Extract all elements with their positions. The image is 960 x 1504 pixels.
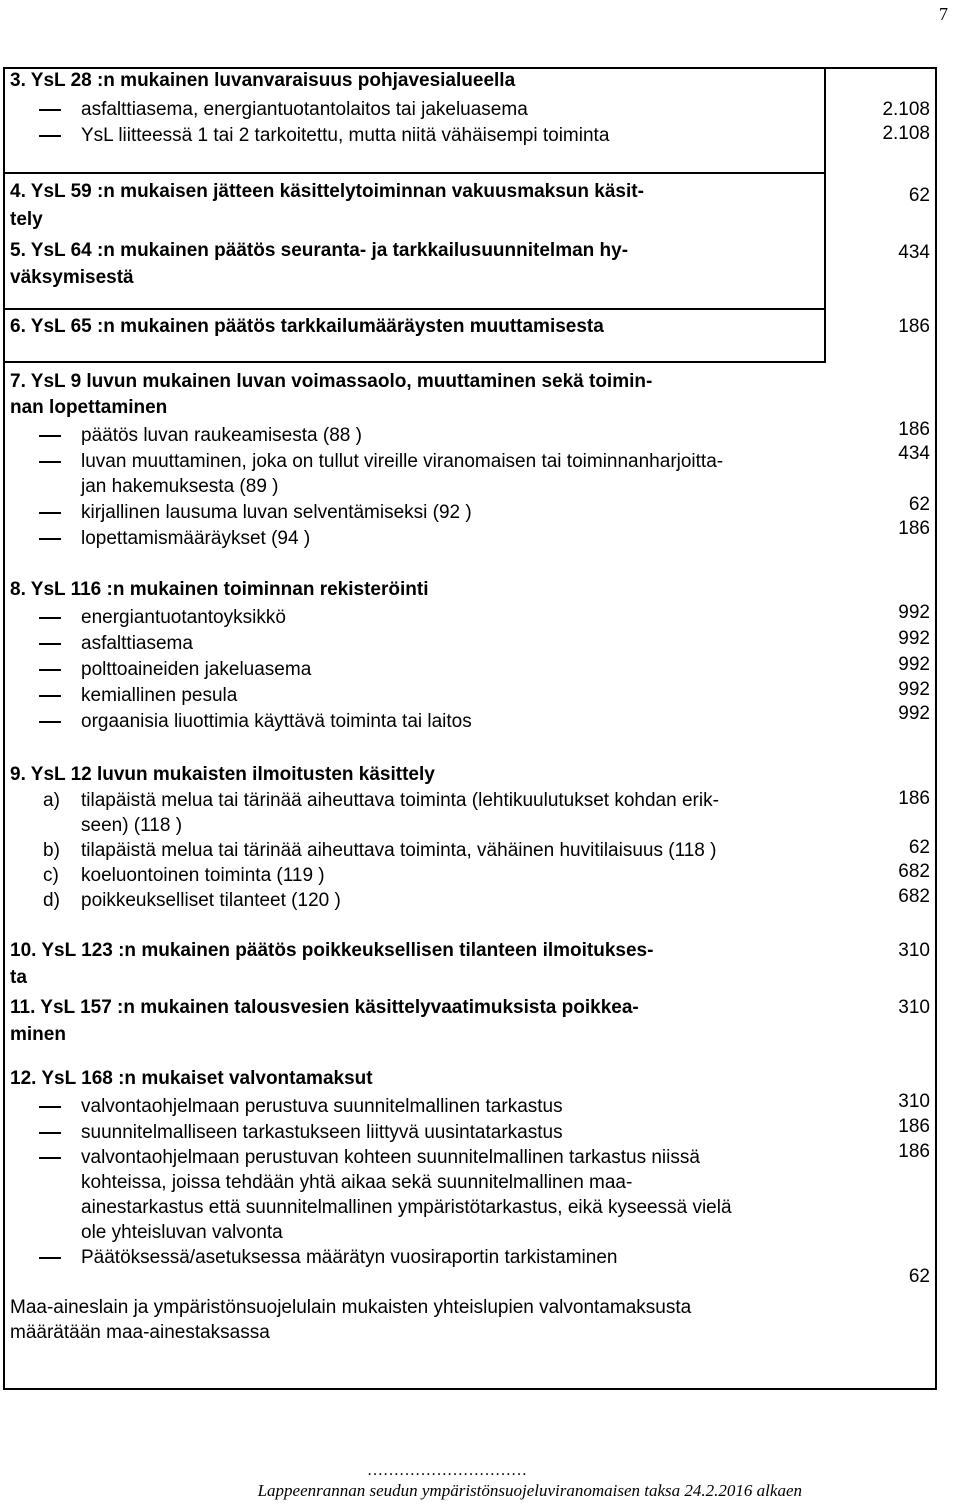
fee-value: 62 bbox=[908, 1266, 930, 1287]
fee-value: 992 bbox=[898, 602, 930, 623]
dash-bullet bbox=[39, 538, 61, 540]
section-8-heading: 8. YsL 116 :n mukainen toiminnan rekisteröinti bbox=[10, 579, 429, 600]
fee-value: 682 bbox=[898, 861, 930, 882]
list-item: päätös luvan raukeamisesta (88 ) bbox=[81, 425, 362, 446]
dash-bullet bbox=[39, 721, 61, 723]
fee-value: 62 bbox=[908, 837, 930, 858]
list-item: suunnitelmalliseen tarkastukseen liittyvä uusintatarkastus bbox=[81, 1122, 563, 1143]
list-label: b) bbox=[43, 840, 60, 861]
fee-value: 992 bbox=[898, 679, 930, 700]
list-item: valvontaohjelmaan perustuvan kohteen suunnitelmallinen tarkastus niissä bbox=[81, 1147, 700, 1168]
fee-value: 310 bbox=[898, 1091, 930, 1112]
section-12-heading: 12. YsL 168 :n mukaiset valvontamaksut bbox=[10, 1068, 373, 1089]
dash-bullet bbox=[39, 135, 61, 137]
list-item-cont: kohteissa, joissa tehdään yhtä aikaa sekä suunnitelmallinen maa- bbox=[81, 1172, 633, 1193]
row-divider bbox=[3, 361, 826, 363]
list-label: d) bbox=[43, 890, 60, 911]
fee-value: 186 bbox=[898, 518, 930, 539]
fee-value: 434 bbox=[898, 443, 930, 464]
section-9-heading: 9. YsL 12 luvun mukaisten ilmoitusten käsittely bbox=[10, 764, 435, 785]
list-item: asfalttiasema bbox=[81, 633, 193, 654]
dash-bullet bbox=[39, 1257, 61, 1259]
fee-value: 2.108 bbox=[882, 99, 930, 120]
list-item: koeluontoinen toiminta (119 ) bbox=[81, 865, 325, 886]
dash-bullet bbox=[39, 643, 61, 645]
column-divider bbox=[824, 67, 826, 363]
fee-value: 186 bbox=[898, 316, 930, 337]
list-label: a) bbox=[43, 790, 60, 811]
fee-value: 682 bbox=[898, 886, 930, 907]
dash-bullet bbox=[39, 1157, 61, 1159]
list-item-cont: ainestarkastus että suunnitelmallinen ympäristötarkastus, eikä kyseessä vielä bbox=[81, 1197, 732, 1218]
list-label: c) bbox=[43, 865, 59, 886]
fee-value: 310 bbox=[898, 940, 930, 961]
dash-bullet bbox=[39, 1106, 61, 1108]
footer-text: Lappeenrannan seudun ympäristönsuojeluviranomaisen taksa 24.2.2016 alkaen bbox=[257, 1481, 802, 1500]
list-item: valvontaohjelmaan perustuva suunnitelmallinen tarkastus bbox=[81, 1096, 563, 1117]
fee-value: 992 bbox=[898, 628, 930, 649]
note-text-cont: määrätään maa-ainestaksassa bbox=[10, 1322, 270, 1343]
dash-bullet bbox=[39, 669, 61, 671]
fee-value: 992 bbox=[898, 703, 930, 724]
list-item: Päätöksessä/asetuksessa määrätyn vuosiraportin tarkistaminen bbox=[81, 1247, 618, 1268]
list-item: kemiallinen pesula bbox=[81, 685, 238, 706]
list-item: lopettamismääräykset (94 ) bbox=[81, 528, 311, 549]
section-7-heading: 7. YsL 9 luvun mukainen luvan voimassaolo, muuttaminen sekä toimin- bbox=[10, 371, 653, 392]
fee-value: 186 bbox=[898, 419, 930, 440]
fee-value: 186 bbox=[898, 1141, 930, 1162]
dash-bullet bbox=[39, 109, 61, 111]
fee-value: 62 bbox=[908, 185, 930, 206]
fee-value: 62 bbox=[908, 494, 930, 515]
list-item: tilapäistä melua tai tärinää aiheuttava toiminta, vähäinen huvitilaisuus (118 ) bbox=[81, 840, 717, 861]
section-11-heading: 11. YsL 157 :n mukainen talousvesien käsittelyvaatimuksista poikkea- bbox=[10, 997, 639, 1018]
list-item: YsL liitteessä 1 tai 2 tarkoitettu, mutta niitä vähäisempi toiminta bbox=[81, 125, 610, 146]
section-5-heading-cont: väksymisestä bbox=[10, 267, 134, 288]
list-item: kirjallinen lausuma luvan selventämiseksi (92 ) bbox=[81, 502, 472, 523]
fee-value: 186 bbox=[898, 1116, 930, 1137]
list-item-cont: jan hakemuksesta (89 ) bbox=[81, 476, 279, 497]
section-7-heading-cont: nan lopettaminen bbox=[10, 397, 168, 418]
list-item-cont: ole yhteisluvan valvonta bbox=[81, 1222, 283, 1243]
section-11-heading-cont: minen bbox=[10, 1024, 66, 1045]
list-item: tilapäistä melua tai tärinää aiheuttava toiminta (lehtikuulutukset kohdan erik- bbox=[81, 790, 719, 811]
section-3-heading: 3. YsL 28 :n mukainen luvanvaraisuus pohjavesialueella bbox=[10, 70, 516, 91]
section-4-heading: 4. YsL 59 :n mukaisen jätteen käsittelytoiminnan vakuusmaksun käsit- bbox=[10, 181, 644, 202]
fee-value: 434 bbox=[898, 242, 930, 263]
dash-bullet bbox=[39, 617, 61, 619]
dash-bullet bbox=[39, 435, 61, 437]
section-5-heading: 5. YsL 64 :n mukainen päätös seuranta- ja tarkkailusuunnitelman hy- bbox=[10, 240, 629, 261]
row-divider bbox=[3, 308, 826, 310]
list-item: asfalttiasema, energiantuotantolaitos tai jakeluasema bbox=[81, 99, 528, 120]
page-number: 7 bbox=[939, 4, 948, 24]
dash-bullet bbox=[39, 512, 61, 514]
section-4-heading-cont: tely bbox=[10, 209, 43, 230]
list-item: poikkeukselliset tilanteet (120 ) bbox=[81, 890, 341, 911]
row-divider bbox=[3, 172, 826, 174]
section-6-heading: 6. YsL 65 :n mukainen päätös tarkkailumääräysten muuttamisesta bbox=[10, 316, 604, 337]
section-10-heading-cont: ta bbox=[10, 967, 27, 988]
footer-dots: ………………………… bbox=[367, 1462, 527, 1479]
list-item: polttoaineiden jakeluasema bbox=[81, 659, 312, 680]
list-item: energiantuotantoyksikkö bbox=[81, 607, 286, 628]
section-10-heading: 10. YsL 123 :n mukainen päätös poikkeuksellisen tilanteen ilmoitukses- bbox=[10, 940, 654, 961]
note-text: Maa-aineslain ja ympäristönsuojelulain mukaisten yhteislupien valvontamaksusta bbox=[10, 1297, 692, 1318]
fee-value: 310 bbox=[898, 997, 930, 1018]
fee-value: 992 bbox=[898, 654, 930, 675]
list-item-cont: seen) (118 ) bbox=[81, 815, 183, 836]
fee-value: 186 bbox=[898, 788, 930, 809]
dash-bullet bbox=[39, 695, 61, 697]
list-item: luvan muuttaminen, joka on tullut vireille viranomaisen tai toiminnanharjoitta- bbox=[81, 451, 724, 472]
dash-bullet bbox=[39, 461, 61, 463]
dash-bullet bbox=[39, 1132, 61, 1134]
fee-value: 2.108 bbox=[882, 123, 930, 144]
list-item: orgaanisia liuottimia käyttävä toiminta tai laitos bbox=[81, 711, 472, 732]
